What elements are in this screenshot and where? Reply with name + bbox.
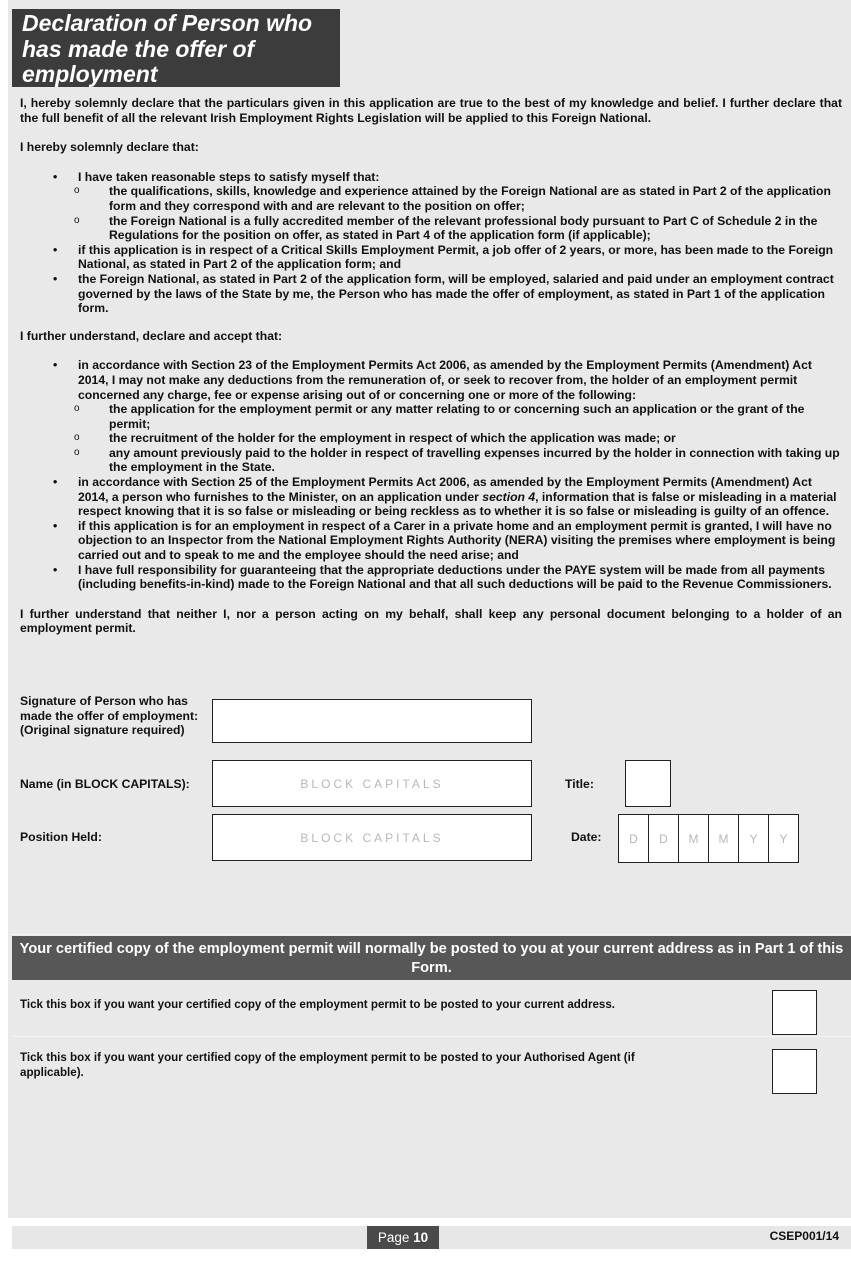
further-heading: I further understand, declare and accept that: (20, 328, 283, 343)
title-label: Title: (565, 777, 594, 791)
agent-option-label: Tick this box if you want your certified copy of the employment permit to be posted to your Authorised Agent (if applicable). (20, 1051, 635, 1079)
bullet-icon: • (53, 358, 58, 373)
divider (12, 934, 851, 935)
bullet-icon: • (53, 271, 58, 286)
date-day-1[interactable]: D (619, 815, 649, 862)
sub-list-item: o the Foreign National is a fully accredited member of the relevant professional body pursuant to Part C of Schedule 2 in the Regulations for the position on offer, as stated in Part 4 of the application form (if applicable); (74, 213, 818, 243)
circle-bullet-icon: o (74, 185, 80, 197)
sub-list (64, 402, 842, 475)
name-placeholder: BLOCK CAPITALS (300, 776, 444, 791)
current-address-checkbox[interactable] (772, 990, 817, 1035)
circle-bullet-icon: o (74, 432, 80, 444)
sub-list-item: o the qualifications, skills, knowledge and experience attained by the Foreign National are as stated in Part 2 of the application form and they correspond with and are relevant to the position on offer; (74, 184, 831, 213)
list-item: • I have full responsibility for guaranteeing that the appropriate deductions under the PAYE system will be made from all payments (including benefits-in-kind) made to the Foreign National and that all such deductions will be paid to the Revenue Commissioners. (53, 562, 832, 592)
list-item: • in accordance with Section 23 of the Employment Permits Act 2006, as amended by the Employment Permits (Amendment) Act 2014, I may not make any deductions from the remuneration of, or seek to recover from, the holder of an employment permit concerned any charge, fee or expense arising out of or concerning one or more of the following: o the application for the employment permit or any matter relating to or concerning such an application or the grant of the permit; o the recruitment of the holder for the employment in respect of which the application was made; or o any amount previously paid to the holder in respect of travelling expenses incurred by the holder in connection with taking up the employment in the State. (20, 358, 842, 475)
date-year-1[interactable]: Y (739, 815, 769, 862)
title-field[interactable] (625, 760, 671, 807)
position-field[interactable] (212, 814, 532, 861)
list-item: • if this application is in respect of a Critical Skills Employment Permit, a job offer of 2 years, or more, has been made to the Foreign National, as stated in Part 2 of the application form; and (53, 242, 834, 272)
bullet-icon: • (53, 242, 58, 257)
date-month-2[interactable]: M (709, 815, 739, 862)
signature-field[interactable] (212, 699, 532, 743)
signature-label: Signature of Person who has made the offer of employment: (Original signature required) (20, 694, 199, 738)
list-item: • I have taken reasonable steps to satisfy myself that: o the qualifications, skills, knowledge and experience attained by the Foreign National are as stated in Part 2 of the application form and they correspond with and are relevant to the position on offer; o the Foreign National is a fully accredited member of the relevant professional body pursuant to Part C of Schedule 2 in the Regulations for the position on offer, as stated in Part 4 of the application form (if applicable); (20, 170, 842, 243)
sub-list-item: o the recruitment of the holder for the employment in respect of which the application was made; or (74, 431, 676, 446)
solemn-list (20, 170, 842, 316)
date-month-1[interactable]: M (679, 815, 709, 862)
circle-bullet-icon: o (74, 214, 80, 226)
circle-bullet-icon: o (74, 446, 80, 458)
section-title-text: Declaration of Person who has made the offer of employment (22, 10, 313, 87)
section-title (12, 9, 340, 87)
bullet-icon: • (53, 475, 58, 490)
name-label: Name (in BLOCK CAPITALS): (20, 777, 190, 791)
declaration-body (20, 96, 842, 636)
agent-checkbox[interactable] (772, 1049, 817, 1094)
page-number-badge: Page 10 (367, 1226, 439, 1249)
name-field[interactable] (212, 760, 532, 807)
closing-paragraph: I further understand that neither I, nor a person acting on my behalf, shall keep any personal document belonging to a holder of an employment permit. (20, 606, 842, 636)
bullet-icon: • (53, 518, 58, 533)
list-item: • if this application is for an employment in respect of a Carer in a private home and an employment permit is granted, I will have no objection to an Inspector from the National Employment Rights Authority (NERA) visiting the premises where employment is being carried out and to speak to me and the employee should the need arise; and (53, 518, 836, 563)
postal-banner: Your certified copy of the employment permit will normally be posted to you at your current address as in Part 1 of this Form. (12, 936, 851, 980)
circle-bullet-icon: o (74, 403, 80, 415)
intro-paragraph: I, hereby solemnly declare that the particulars given in this application are true to the best of my knowledge and belief. I further declare that the full benefit of all the relevant Irish Employment Rights Legislation will be applied to this Foreign National. (20, 96, 842, 125)
date-field[interactable] (618, 814, 799, 863)
date-day-2[interactable]: D (649, 815, 679, 862)
sub-list (64, 184, 842, 242)
current-address-option-label: Tick this box if you want your certified copy of the employment permit to be posted to your current address. (20, 998, 616, 1011)
sub-list-item: o the application for the employment permit or any matter relating to or concerning such an application or the grant of the permit; (74, 402, 805, 431)
list-item: • the Foreign National, as stated in Part 2 of the application form, will be employed, salaried and paid under an employment contract governed by the laws of the State by me, the Person who has made the offer of employment, as stated in Part 1 of the application form. (53, 271, 834, 316)
date-year-2[interactable]: Y (779, 831, 788, 846)
form-code: CSEP001/14 (769, 1229, 839, 1243)
bullet-icon: • (53, 169, 58, 184)
sub-list-item: o any amount previously paid to the holder in respect of travelling expenses incurred by the holder in connection with taking up the employment in the State. (74, 445, 840, 475)
date-label: Date: (571, 830, 602, 844)
list-item: • in accordance with Section 25 of the Employment Permits Act 2006, as amended by the Employment Permits (Amendment) Act 2014, a person who furnishes to the Minister, on an application under section 4, information that is false or misleading in a material respect knowing that it is so false or misleading or being reckless as to whether it is so false or misleading is guilty of an offence. (53, 475, 837, 519)
further-list (20, 358, 842, 592)
solemn-heading: I hereby solemnly declare that: (20, 140, 199, 155)
divider (12, 1036, 851, 1037)
position-label: Position Held: (20, 830, 102, 844)
bullet-icon: • (53, 562, 58, 577)
position-placeholder: BLOCK CAPITALS (300, 830, 444, 845)
